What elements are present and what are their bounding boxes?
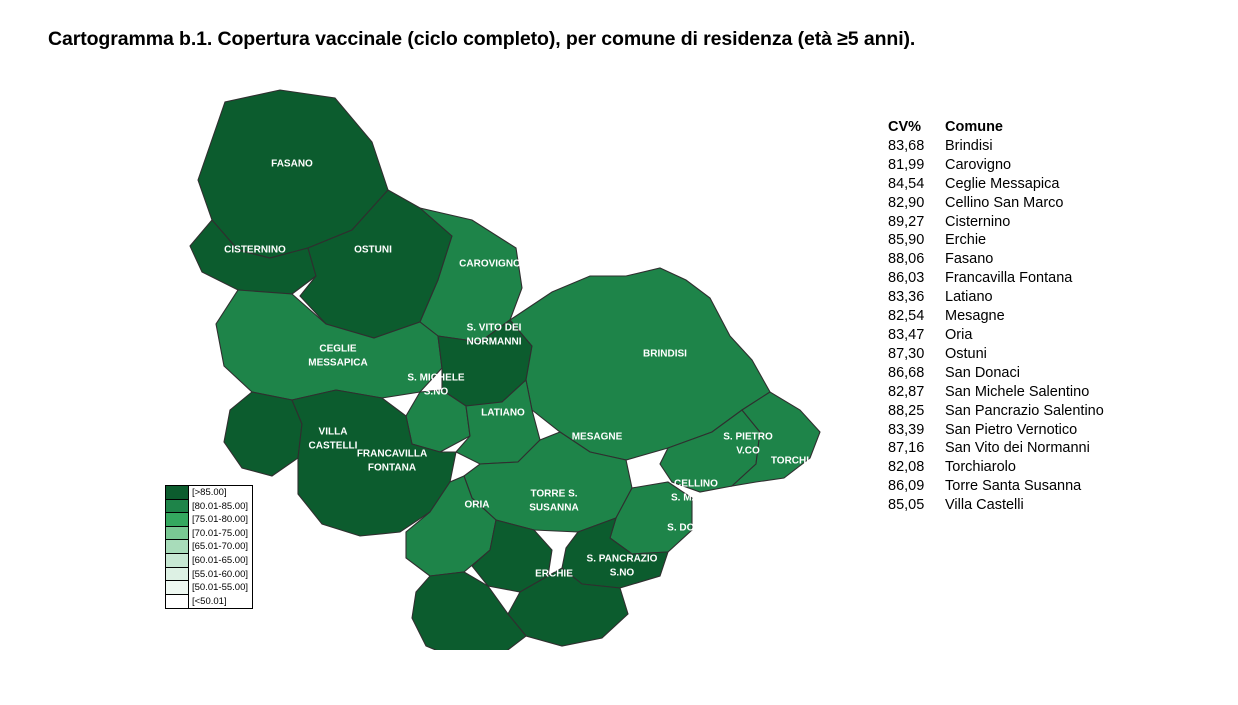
- map-label-cisternino: CISTERNINO: [224, 244, 286, 256]
- legend-label: [80.01-85.00]: [192, 500, 248, 512]
- map-label-francavilla-fontana-2: FONTANA: [367, 462, 417, 474]
- cell-comune: Torchiarolo: [945, 459, 1016, 476]
- cell-cv: 88,06: [888, 251, 925, 268]
- cell-comune: Torre Santa Susanna: [945, 478, 1082, 495]
- table-row: [888, 326, 1104, 345]
- map-label-s-pancrazio-salentino-2: S.NO: [609, 567, 635, 579]
- table-row: [888, 496, 1104, 515]
- legend-swatch: [166, 540, 189, 554]
- cell-comune: Oria: [945, 326, 973, 343]
- page-title: Cartogramma b.1. Copertura vaccinale (ciclo completo), per comune di residenza (età ≥5 anni).: [48, 28, 916, 50]
- legend-swatch: [166, 581, 189, 595]
- legend-item: [166, 554, 252, 568]
- cell-cv: 87,16: [888, 440, 925, 457]
- map-label-s-pietro-vernotico: S. PIETRO: [723, 431, 773, 443]
- cell-comune: San Vito dei Normanni: [945, 440, 1090, 457]
- legend: [165, 485, 253, 609]
- cell-cv: 82,87: [888, 383, 925, 400]
- cell-comune: San Donaci: [945, 364, 1020, 381]
- table-row: [888, 402, 1104, 421]
- legend-swatch: [166, 595, 189, 609]
- legend-item: [166, 486, 252, 500]
- legend-item: [166, 513, 252, 527]
- map-label-ceglie-messapica: CEGLIE: [319, 343, 357, 355]
- cell-cv: 89,27: [888, 213, 925, 230]
- table-header-cv: CV%: [888, 119, 922, 135]
- table-row: [888, 421, 1104, 440]
- map-label-mesagne: MESAGNE: [571, 431, 623, 443]
- cell-cv: 82,08: [888, 459, 925, 476]
- legend-swatch: [166, 568, 189, 582]
- map-label-oria: ORIA: [464, 499, 490, 511]
- cell-comune: Cisternino: [945, 213, 1011, 230]
- cell-cv: 83,39: [888, 421, 925, 438]
- cell-cv: 83,68: [888, 137, 925, 154]
- legend-swatch: [166, 500, 189, 514]
- cell-cv: 84,54: [888, 175, 925, 192]
- map-label-fasano: FASANO: [271, 158, 313, 170]
- map-label-s-michele-salentino: S. MICHELE: [407, 372, 465, 384]
- cell-cv: 82,54: [888, 308, 925, 325]
- cell-cv: 83,36: [888, 289, 925, 306]
- map-label-brindisi: BRINDISI: [643, 348, 687, 360]
- table-row: [888, 345, 1104, 364]
- map-label-cellino-s-marco: CELLINO: [674, 478, 718, 490]
- cell-cv: 87,30: [888, 345, 925, 362]
- legend-label: [70.01-75.00]: [192, 527, 248, 539]
- table-header-comune: Comune: [945, 119, 1003, 135]
- cell-comune: San Michele Salentino: [945, 383, 1090, 400]
- legend-swatch: [166, 527, 189, 541]
- cell-cv: 85,05: [888, 497, 925, 514]
- legend-item: [166, 581, 252, 595]
- table-row: [888, 213, 1104, 232]
- table-row: [888, 231, 1104, 250]
- cell-cv: 86,68: [888, 364, 925, 381]
- map-label-villa-castelli-2: CASTELLI: [308, 440, 358, 452]
- legend-swatch: [166, 513, 189, 527]
- legend-label: [50.01-55.00]: [192, 582, 248, 594]
- table-header-row: [888, 118, 1104, 137]
- map-label-s-vito-dei-normanni-2: NORMANNI: [466, 336, 522, 348]
- table-row: [888, 250, 1104, 269]
- legend-label: [<50.01]: [192, 595, 227, 607]
- table-row: [888, 156, 1104, 175]
- cell-comune: Mesagne: [945, 308, 1005, 325]
- table-row: [888, 477, 1104, 496]
- legend-label: [60.01-65.00]: [192, 554, 248, 566]
- legend-item: [166, 568, 252, 582]
- legend-swatch: [166, 486, 189, 500]
- table-row: [888, 383, 1104, 402]
- cell-comune: Brindisi: [945, 137, 993, 154]
- cell-comune: Fasano: [945, 251, 994, 268]
- map-label-francavilla-fontana: FRANCAVILLA: [356, 448, 428, 460]
- legend-swatch: [166, 554, 189, 568]
- map-label-s-pancrazio-salentino: S. PANCRAZIO: [586, 553, 658, 565]
- map-label-erchie: ERCHIE: [535, 568, 573, 580]
- map-region-villa-castelli[interactable]: [224, 392, 302, 476]
- table-row: [888, 458, 1104, 477]
- table-row: [888, 439, 1104, 458]
- map-label-s-vito-dei-normanni: S. VITO DEI: [466, 322, 522, 334]
- table-row: [888, 194, 1104, 213]
- table-row: [888, 137, 1104, 156]
- cell-comune: Francavilla Fontana: [945, 270, 1073, 287]
- legend-label: [>85.00]: [192, 487, 227, 498]
- table-row: [888, 288, 1104, 307]
- table-row: [888, 364, 1104, 383]
- cell-cv: 82,90: [888, 194, 925, 211]
- map-label-carovigno: CAROVIGNO: [459, 258, 521, 270]
- map-label-villa-castelli: VILLA: [318, 426, 348, 438]
- legend-item: [166, 500, 252, 514]
- table-row: [888, 307, 1104, 326]
- cell-comune: Ostuni: [945, 345, 987, 362]
- map-label-cellino-s-marco-2: S. MARCO: [671, 492, 721, 504]
- map-label-ostuni: OSTUNI: [354, 244, 392, 256]
- map-label-torre-s-susanna-2: SUSANNA: [529, 502, 579, 514]
- map-label-torre-s-susanna: TORRE S.: [530, 488, 578, 500]
- legend-label: [55.01-60.00]: [192, 568, 248, 580]
- coverage-table: [888, 118, 1104, 515]
- cell-cv: 86,03: [888, 270, 925, 287]
- legend-item: [166, 527, 252, 541]
- map-label-s-donaci: S. DONACI: [667, 522, 719, 534]
- cell-comune: Cellino San Marco: [945, 194, 1064, 211]
- cell-cv: 83,47: [888, 326, 925, 343]
- cell-comune: Carovigno: [945, 156, 1012, 173]
- table-row: [888, 175, 1104, 194]
- map-label-s-michele-salentino-2: S.NO: [423, 386, 449, 398]
- cell-comune: Villa Castelli: [945, 497, 1024, 514]
- table-row: [888, 269, 1104, 288]
- cell-comune: San Pietro Vernotico: [945, 421, 1078, 438]
- cell-cv: 86,09: [888, 478, 925, 495]
- legend-label: [65.01-70.00]: [192, 541, 248, 553]
- legend-label: [75.01-80.00]: [192, 514, 248, 526]
- cell-comune: Latiano: [945, 289, 993, 306]
- legend-item: [166, 540, 252, 554]
- map-label-ceglie-messapica-2: MESSAPICA: [308, 357, 368, 369]
- cell-comune: San Pancrazio Salentino: [945, 402, 1104, 419]
- cell-cv: 88,25: [888, 402, 925, 419]
- cell-cv: 81,99: [888, 156, 925, 173]
- cell-cv: 85,90: [888, 232, 925, 249]
- map-label-latiano: LATIANO: [481, 407, 525, 419]
- map-label-s-pietro-vernotico-2: V.CO: [736, 445, 760, 457]
- cell-comune: Ceglie Messapica: [945, 175, 1060, 192]
- legend-item: [166, 595, 252, 609]
- cell-comune: Erchie: [945, 232, 987, 249]
- map-label-torchiarolo: TORCHIAROLO: [770, 455, 846, 467]
